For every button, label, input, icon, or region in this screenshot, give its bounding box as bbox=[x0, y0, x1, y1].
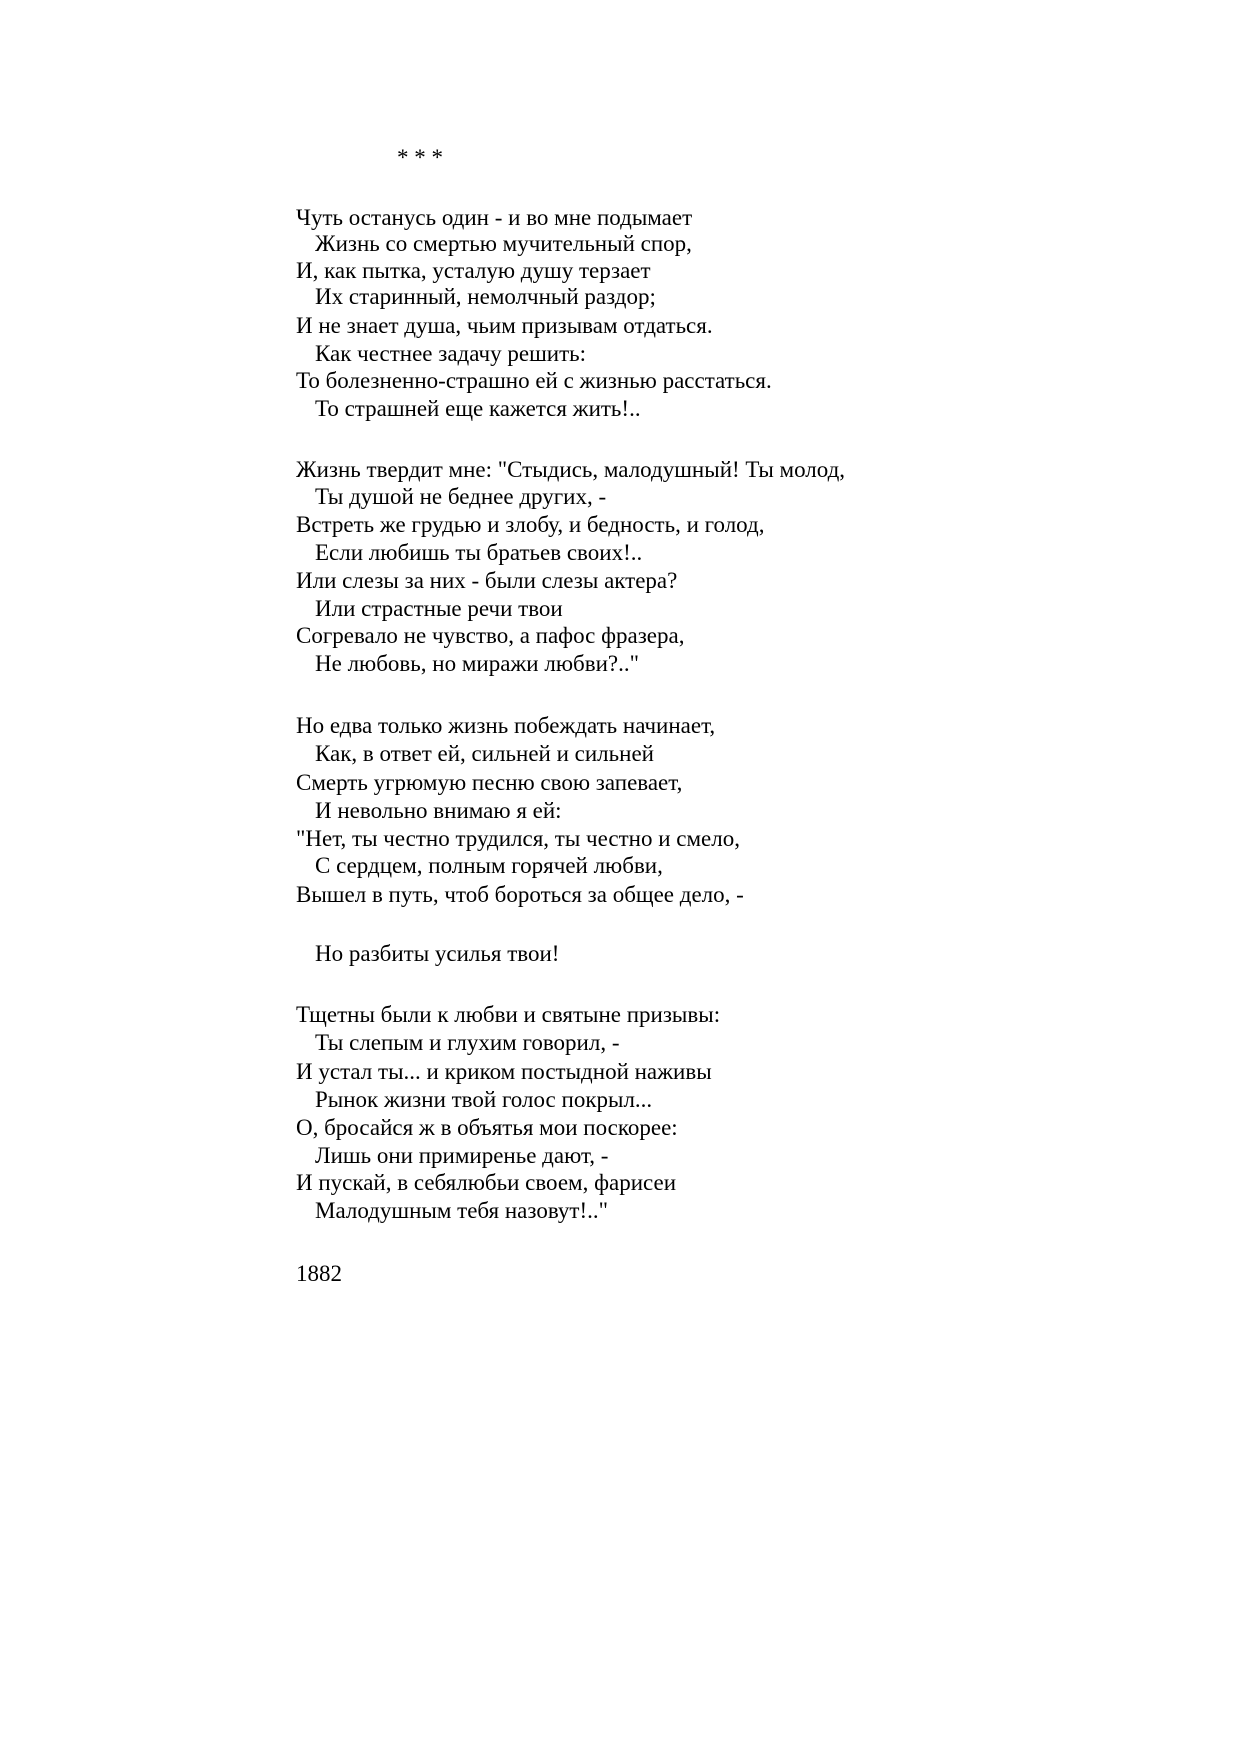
poem-line: И не знает душа, чьим призывам отдаться. bbox=[296, 313, 713, 338]
poem-line: Но разбиты усилья твои! bbox=[315, 941, 560, 966]
poem-line: И устал ты... и криком постыдной наживы bbox=[296, 1059, 712, 1084]
poem-line: То болезненно-страшно ей с жизнью расстаться. bbox=[296, 368, 772, 393]
poem-line: Чуть останусь один - и во мне подымает bbox=[296, 205, 693, 230]
poem-line: Рынок жизни твой голос покрыл... bbox=[315, 1087, 653, 1112]
poem-line: Смерть угрюмую песню свою запевает, bbox=[296, 770, 683, 795]
poem-line: Согревало не чувство, а пафос фразера, bbox=[296, 623, 685, 648]
poem-line: То страшней еще кажется жить!.. bbox=[315, 396, 641, 421]
poem-year: 1882 bbox=[296, 1261, 342, 1286]
section-asterisks: * * * bbox=[397, 145, 443, 170]
poem-line: Малодушным тебя назовут!.." bbox=[315, 1198, 609, 1223]
poem-line: Вышел в путь, чтоб бороться за общее дело, - bbox=[296, 882, 744, 907]
poem-line: Лишь они примиренье дают, - bbox=[315, 1143, 609, 1168]
poem-line: Их старинный, немолчный раздор; bbox=[315, 284, 656, 309]
poem-line: Жизнь со смертью мучительный спор, bbox=[315, 231, 692, 256]
poem-line: Тщетны были к любви и святыне призывы: bbox=[296, 1002, 721, 1027]
poem-line: Но едва только жизнь побеждать начинает, bbox=[296, 713, 716, 738]
poem-line: С сердцем, полным горячей любви, bbox=[315, 853, 663, 878]
poem-line: Встреть же грудью и злобу, и бедность, и голод, bbox=[296, 512, 765, 537]
poem-line: "Нет, ты честно трудился, ты честно и смело, bbox=[296, 826, 740, 851]
poem-line: И невольно внимаю я ей: bbox=[315, 798, 562, 823]
poem-line: Не любовь, но миражи любви?.." bbox=[315, 651, 639, 676]
poem-line: Если любишь ты братьев своих!.. bbox=[315, 540, 643, 565]
poem-line: Или слезы за них - были слезы актера? bbox=[296, 568, 678, 593]
poem-line: О, бросайся ж в объятья мои поскорее: bbox=[296, 1115, 678, 1140]
poem-line: Ты слепым и глухим говорил, - bbox=[315, 1030, 620, 1055]
poem-line: Как честнее задачу решить: bbox=[315, 341, 587, 366]
poem-line: Жизнь твердит мне: "Стыдись, малодушный! Ты молод, bbox=[296, 457, 846, 482]
poem-line: Или страстные речи твои bbox=[315, 596, 563, 621]
poem-line: Ты душой не беднее других, - bbox=[315, 484, 607, 509]
poem-line: Как, в ответ ей, сильней и сильней bbox=[315, 741, 654, 766]
poem-line: И, как пытка, усталую душу терзает bbox=[296, 258, 651, 283]
poem-line: И пускай, в себялюбьи своем, фарисеи bbox=[296, 1170, 677, 1195]
